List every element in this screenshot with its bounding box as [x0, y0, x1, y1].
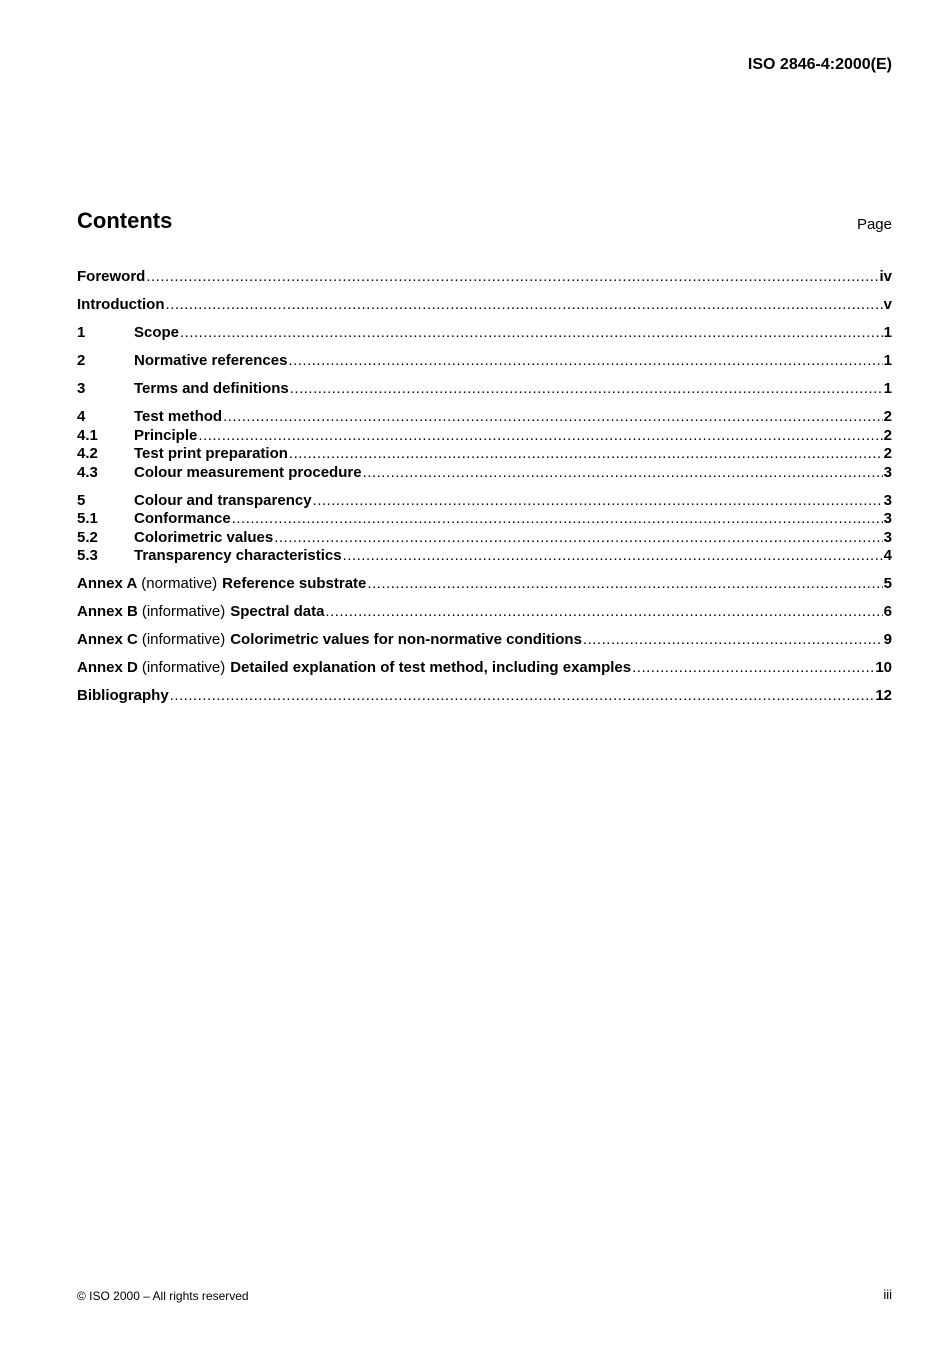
toc-entry-title: Principle [134, 426, 198, 444]
toc-entry-page: 12 [875, 687, 892, 704]
toc-entry-number: 5.1 [77, 510, 98, 527]
toc-entry[interactable] [77, 631, 892, 650]
toc-entry-title: Scope [134, 324, 180, 341]
footer-page-number: iii [883, 1287, 892, 1302]
toc-entry-number: 4 [77, 408, 86, 425]
toc-entry-title: Terms and definitions [134, 380, 289, 397]
toc-entry-title: Spectral data [230, 603, 325, 620]
dot-leader [583, 631, 883, 650]
toc-entry-number: 3 [77, 380, 86, 397]
toc-entry-number: 4.2 [77, 445, 98, 462]
toc-entry[interactable] [77, 408, 892, 427]
dot-leader [170, 687, 875, 706]
toc-entry-title: Normative references [134, 352, 288, 369]
toc-entry[interactable] [77, 510, 892, 529]
toc-entry-title: Colorimetric values for non-normative conditions [230, 631, 582, 648]
toc-entry-page: iv [879, 268, 892, 285]
dot-leader [363, 464, 883, 483]
dot-leader [165, 296, 882, 315]
toc-entry-title: Transparency characteristics [134, 547, 342, 564]
toc-entry-title: Foreword [77, 268, 146, 285]
toc-entry[interactable] [77, 464, 892, 483]
toc-entry-title: Detailed explanation of test method, including examples [230, 659, 632, 676]
toc-entry-title: Introduction [77, 296, 165, 313]
annex-type: (informative) [141, 603, 226, 620]
toc-entry-page: 3 [883, 510, 892, 527]
document-id: ISO 2846-4:2000(E) [747, 56, 892, 73]
toc-entry[interactable] [77, 492, 892, 511]
toc-entry-title: Colour and transparency [134, 491, 312, 509]
toc-entry-number: 4.3 [77, 463, 98, 481]
annex-label: Annex A [77, 575, 138, 592]
toc-entry-page: 2 [883, 426, 892, 444]
toc-entry-page: 3 [883, 528, 892, 546]
toc-entry-number: 5 [77, 491, 86, 509]
dot-leader [232, 510, 883, 529]
toc-entry-title: Test print preparation [134, 445, 288, 462]
dot-leader [325, 603, 882, 622]
annex-label: Annex B [77, 603, 138, 620]
toc-entry-page: 10 [875, 659, 892, 676]
dot-leader [198, 427, 882, 446]
annex-label: Annex D [77, 659, 138, 676]
dot-leader [343, 547, 883, 566]
toc-entry-title: Conformance [134, 510, 231, 527]
toc-entry-title: Bibliography [77, 687, 169, 704]
annex-label: Annex C [77, 631, 138, 648]
dot-leader [632, 659, 874, 678]
toc-entry-number: 1 [77, 324, 86, 341]
toc-entry[interactable] [77, 296, 892, 315]
toc-entry-page: 1 [883, 324, 892, 341]
footer-copyright: © ISO 2000 – All rights reserved [77, 1289, 249, 1303]
toc-entry-page: v [883, 296, 892, 313]
toc-entry-page: 3 [883, 463, 892, 481]
toc-entry-number: 5.2 [77, 528, 98, 546]
toc-entry[interactable] [77, 380, 892, 399]
page-column-label: Page [856, 216, 892, 233]
toc-entry[interactable] [77, 324, 892, 343]
dot-leader [223, 408, 883, 427]
toc-entry-page: 6 [883, 603, 892, 620]
toc-entry[interactable] [77, 603, 892, 622]
dot-leader [289, 445, 883, 464]
dot-leader [288, 352, 882, 371]
toc-entry-page: 2 [883, 408, 892, 425]
contents-heading: Contents [77, 208, 173, 233]
toc-entry[interactable] [77, 547, 892, 566]
toc-entry-page: 4 [883, 547, 892, 564]
toc-entry-page: 9 [883, 631, 892, 648]
dot-leader [313, 492, 883, 511]
toc-entry-number: 5.3 [77, 547, 98, 564]
toc-entry-number: 2 [77, 352, 86, 369]
annex-type: (normative) [141, 575, 218, 592]
annex-type: (informative) [141, 659, 226, 676]
toc-entry-page: 1 [883, 380, 892, 397]
toc-entry-page: 2 [883, 445, 892, 462]
toc-entry[interactable] [77, 445, 892, 464]
toc-entry-number: 4.1 [77, 426, 98, 444]
annex-type: (informative) [141, 631, 226, 648]
toc-entry-title: Reference substrate [222, 575, 367, 592]
toc-entry-title: Test method [134, 408, 223, 425]
dot-leader [367, 575, 882, 594]
toc-entry-page: 1 [883, 352, 892, 369]
dot-leader [180, 324, 883, 343]
table-of-contents [77, 268, 892, 706]
toc-entry-page: 5 [883, 575, 892, 592]
toc-entry[interactable] [77, 687, 892, 706]
toc-entry[interactable] [77, 659, 892, 678]
toc-entry-title: Colorimetric values [134, 528, 274, 546]
dot-leader [274, 529, 882, 548]
dot-leader [146, 268, 878, 287]
toc-entry-title: Colour measurement procedure [134, 463, 362, 481]
toc-entry[interactable] [77, 268, 892, 287]
toc-entry[interactable] [77, 427, 892, 446]
dot-leader [290, 380, 883, 399]
toc-entry-page: 3 [883, 491, 892, 509]
toc-entry[interactable] [77, 575, 892, 594]
toc-entry[interactable] [77, 529, 892, 548]
toc-entry[interactable] [77, 352, 892, 371]
